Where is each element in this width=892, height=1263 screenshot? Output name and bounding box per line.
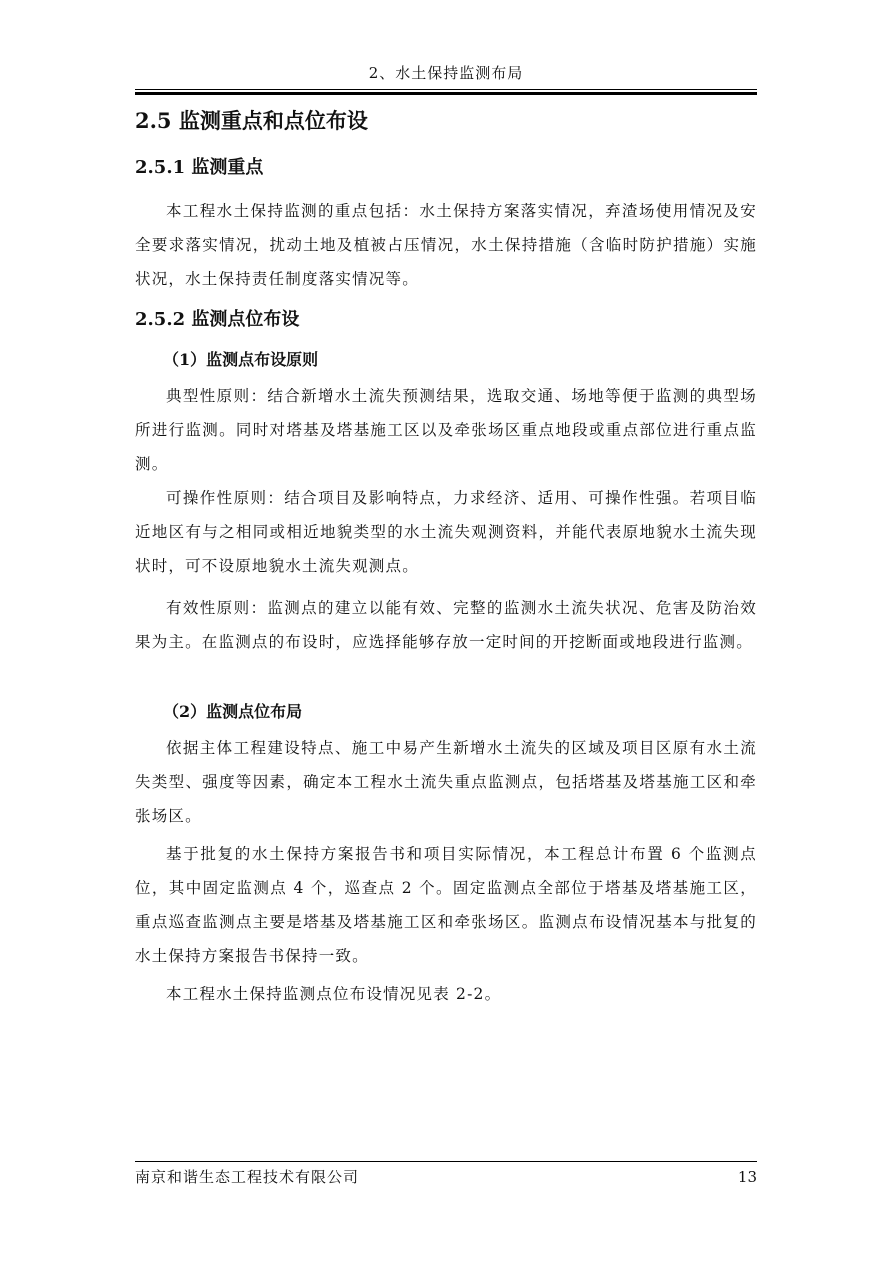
subsection-heading-monitoring-focus: 2.5.1 监测重点 xyxy=(135,157,264,178)
footer-rule xyxy=(135,1161,757,1162)
paragraph-operability-principle: 可操作性原则：结合项目及影响特点，力求经济、适用、可操作性强。若项目临近地区有与之相同或相近地貌类型的水土流失观测资料，并能代表原地貌水土流失现状时，可不设原地貌水土流失观测点。 xyxy=(135,489,757,575)
paragraph-layout-details: 基于批复的水土保持方案报告书和项目实际情况，本工程总计布置 6 个监测点位，其中固定监测点 4 个，巡查点 2 个。固定监测点全部位于塔基及塔基施工区，重点巡查监测点主要是塔基及塔基施工区和牵张场区。监测点布设情况基本与批复的水土保持方案报告书保持一致。 xyxy=(135,845,757,965)
footer-company: 南京和谐生态工程技术有限公司 xyxy=(135,1168,360,1186)
header-rule-thin xyxy=(135,89,757,90)
header-rule-thick xyxy=(135,92,757,95)
paragraph-table-reference: 本工程水土保持监测点位布设情况见表 2-2。 xyxy=(166,985,502,1003)
item-heading-point-layout: （2）监测点位布局 xyxy=(163,702,303,721)
paragraph-monitoring-focus: 本工程水土保持监测的重点包括：水土保持方案落实情况，弃渣场使用情况及安全要求落实情况，扰动土地及植被占压情况，水土保持措施（含临时防护措施）实施状况，水土保持责任制度落实情况等。 xyxy=(135,202,757,288)
paragraph-typicality-principle: 典型性原则：结合新增水土流失预测结果，选取交通、场地等便于监测的典型场所进行监测。同时对塔基及塔基施工区以及牵张场区重点地段或重点部位进行重点监测。 xyxy=(135,387,757,473)
paragraph-effectiveness-principle: 有效性原则：监测点的建立以能有效、完整的监测水土流失状况、危害及防治效果为主。在监测点的布设时，应选择能够存放一定时间的开挖断面或地段进行监测。 xyxy=(135,599,757,651)
footer-page-number: 13 xyxy=(737,1168,757,1186)
paragraph-layout-basis: 依据主体工程建设特点、施工中易产生新增水土流失的区域及项目区原有水土流失类型、强度等因素，确定本工程水土流失重点监测点，包括塔基及塔基施工区和牵张场区。 xyxy=(135,739,757,825)
section-heading: 2.5 监测重点和点位布设 xyxy=(135,108,368,133)
item-heading-layout-principles: （1）监测点布设原则 xyxy=(163,350,319,369)
subsection-heading-point-layout: 2.5.2 监测点位布设 xyxy=(135,309,300,330)
running-header-title: 2、水土保持监测布局 xyxy=(368,64,524,82)
